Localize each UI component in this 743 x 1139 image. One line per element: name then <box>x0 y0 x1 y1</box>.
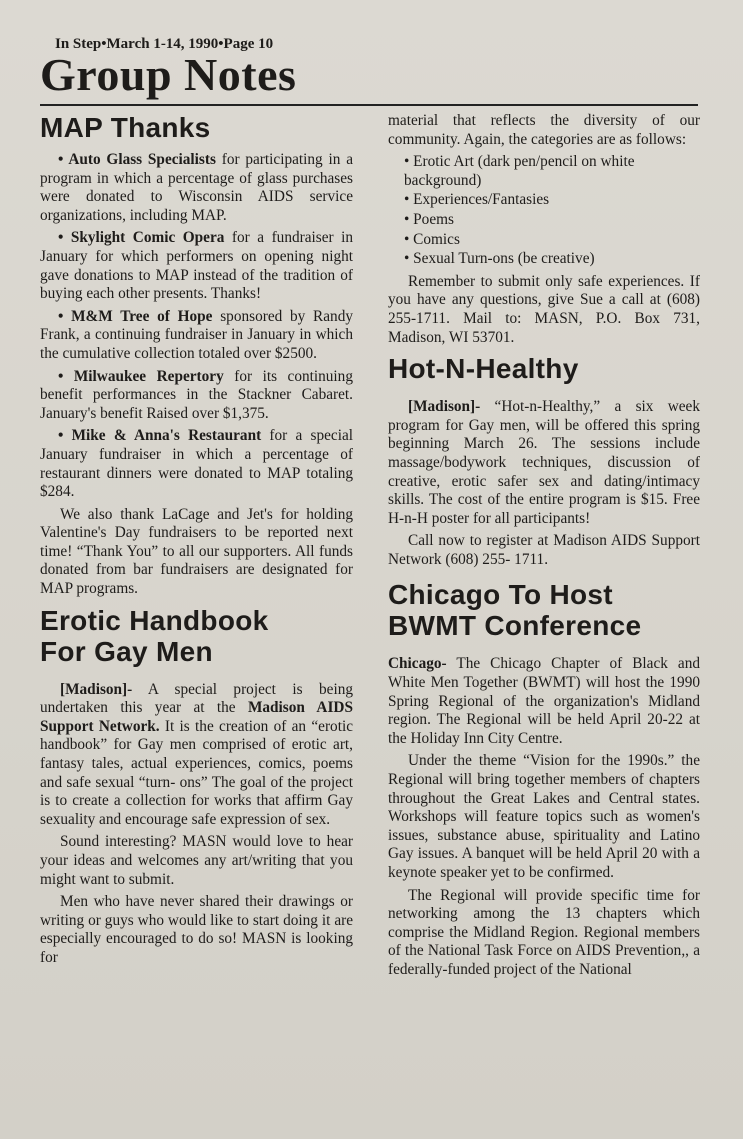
erotic-handbook-paragraph: Remember to submit only safe experiences. If you have any questions, give Sue a call at (608) 255-1711. Mail to: MASN, P.O. Box 731, Madison, WI 53701. <box>388 272 700 346</box>
thanks-item <box>40 308 353 364</box>
thanks-item-text: for a special January fundraiser in which a percentage of restaurant dinners were donated to MAP totaling $284. <box>40 427 353 501</box>
erotic-handbook-paragraph: Sound interesting? MASN would love to hear your ideas and welcomes any art/writing that you might want to submit. <box>40 833 353 888</box>
thanks-item-name: • Milwaukee Repertory <box>58 367 224 385</box>
paragraph-text: “Hot-n-Healthy,” a six week program for Gay men, will be offered this spring beginning March 26. The sessions include massage/bodywork techniques, discussion of creative, erotic safer sex and dating/intimacy skills. The cost of the entire program is $15. Free H-n-H poster for all participants! <box>388 398 700 527</box>
erotic-handbook-article <box>40 605 353 968</box>
page-title: Group Notes <box>40 49 297 100</box>
thanks-item-name: • Mike & Anna's Restaurant <box>58 427 262 445</box>
category-item: • Sexual Turn-ons (be creative) <box>404 250 595 268</box>
thanks-item-name: • M&M Tree of Hope <box>58 307 213 325</box>
thanks-item <box>40 368 353 424</box>
paragraph-text: A special project is being undertaken this year at the <box>40 680 353 717</box>
bwmt-headline <box>388 579 700 641</box>
category-item: • Poems <box>404 210 454 228</box>
category-item: • Erotic Art (dark pen/pencil on white background) <box>404 153 635 189</box>
thanks-item-text: for its continuing benefit performances in the Stackner Cabaret. January's benefit Raised over $1,375. <box>40 367 353 422</box>
erotic-handbook-continued <box>388 112 700 347</box>
bwmt-paragraph: Under the theme “Vision for the 1990s.” the Regional will bring together members of chapters throughout the Great Lakes and Central states. Workshops will feature topics such as women's issues, substance abuse, spirituality and Latino Gay issues. A banquet will be held April 20 with a keynote speaker yet to be confirmed. <box>388 752 700 881</box>
bwmt-paragraph: The Regional will provide specific time for networking among the 13 chapters which comprise the Midland Region. Regional members of the National Task Force on AIDS Prevention,, a federally-funded project of the National <box>388 886 700 978</box>
thanks-item-text: for a fundraiser in January for which performers on opening night gave donations to MAP instead of the tradition of buying each other presents. Thanks! <box>40 229 353 303</box>
dateline: Chicago- <box>388 655 447 673</box>
bwmt-article <box>388 579 700 979</box>
hot-n-healthy-paragraph: Call now to register at Madison AIDS Support Network (608) 255- 1711. <box>388 532 700 568</box>
hot-n-healthy-article <box>388 353 700 569</box>
left-column <box>40 112 353 974</box>
thanks-item <box>40 229 353 303</box>
right-column <box>388 112 700 986</box>
erotic-handbook-headline <box>40 605 353 667</box>
erotic-handbook-paragraph: material that reflects the diversity of our community. Again, the categories are as follows: <box>388 112 700 148</box>
thanks-item-name: • Auto Glass Specialists <box>58 151 216 168</box>
org-name: Madison AIDS Support Network. <box>40 699 353 735</box>
hot-n-healthy-headline: Hot-N-Healthy <box>388 353 579 385</box>
headline-line: BWMT Conference <box>388 610 642 642</box>
map-thanks-headline: MAP Thanks <box>40 112 211 143</box>
issue-line: In Step•March 1-14, 1990•Page 10 <box>55 36 274 52</box>
headline-line: Chicago To Host <box>388 579 613 611</box>
headline-line: For Gay Men <box>40 635 213 667</box>
thanks-item <box>40 151 353 225</box>
paragraph-text: The Chicago Chapter of Black and White Men Together (BWMT) will host the 1990 Spring Regional of the organization's Midland region. The Regional will be held April 20-22 at the Holiday Inn City Centre. <box>388 655 700 747</box>
erotic-handbook-paragraph <box>40 681 353 830</box>
dateline: [Madison]- <box>408 398 481 416</box>
hot-n-healthy-paragraph <box>388 398 700 528</box>
thanks-item <box>40 427 353 501</box>
title-rule <box>40 104 698 106</box>
category-item: • Experiences/Fantasies <box>404 191 550 209</box>
erotic-handbook-paragraph: Men who have never shared their drawings or writing or guys who would like to start doing it are especially encouraged to do so! MASN is looking for <box>40 893 353 966</box>
thanks-item-text: sponsored by Randy Frank, a continuing fundraiser in January in which the cumulative collection totaled over $2500. <box>40 307 353 362</box>
headline-line: Erotic Handbook <box>40 604 269 636</box>
map-thanks-article <box>40 112 353 599</box>
category-item: • Comics <box>404 230 460 248</box>
paragraph-text: It is the creation of an “erotic handbook” for Gay men comprised of erotic art, fantasy tales, actual experiences, comics, poems and safe sexual “turn- ons” The goal of the project is to create a collection for works that affirm Gay sexuality and encourage safe expression of sex. <box>40 717 353 828</box>
bwmt-paragraph <box>388 655 700 748</box>
dateline: [Madison]- <box>60 680 133 698</box>
map-thanks-closing: We also thank LaCage and Jet's for holding Valentine's Day fundraisers to be reported next time! “Thank You” to all our supporters. All funds donated from bar fundraisers are designated for MAP programs. <box>40 505 353 598</box>
thanks-item-name: • Skylight Comic Opera <box>58 229 225 247</box>
thanks-item-text: for participating in a program in which a percentage of glass purchases were donated to Wisconsin AIDS service organizations, including MAP. <box>40 151 353 224</box>
